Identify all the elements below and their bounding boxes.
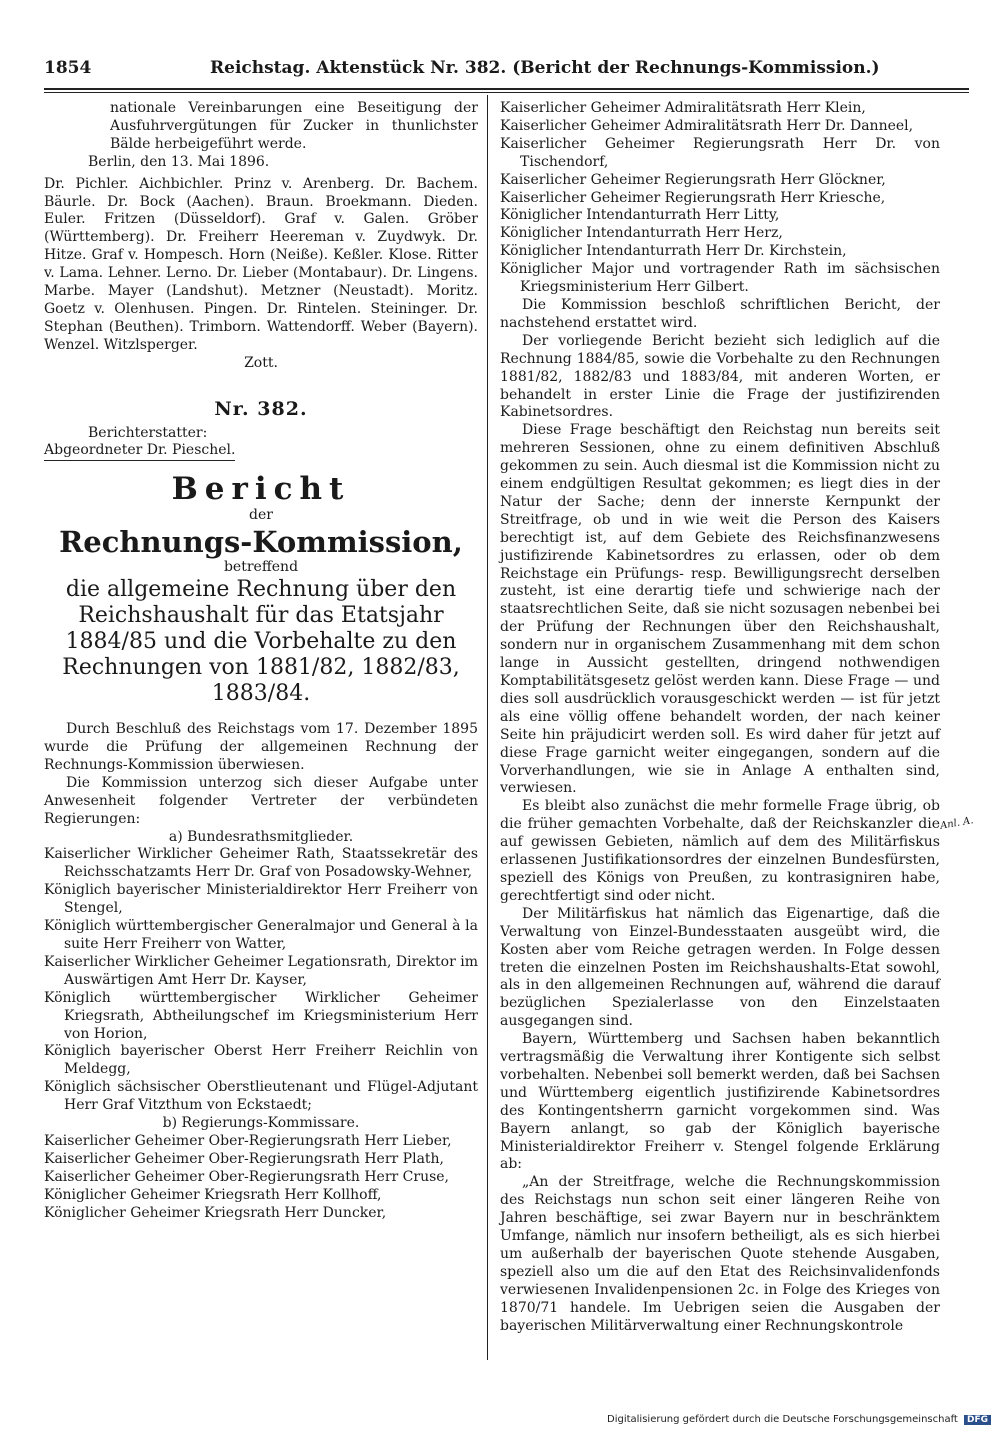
footer-credit	[607, 1414, 991, 1425]
section-heading-a: a) Bundesrathsmitglieder.	[168, 828, 354, 845]
member-entry: Kaiserlicher Wirklicher Geheimer Rath, Staatssekretär des Reichsschatzamts Herr Dr. Graf von Posadowsky-Wehner,	[44, 846, 478, 881]
member-entry: Königlicher Intendanturrath Herr Litty,	[500, 207, 780, 224]
title-kommission: Rechnungs-Kommission,	[59, 525, 463, 560]
paragraph: „An der Streitfrage, welche die Rechnungskommission des Reichstags nun schon seit einer längeren Reihe von Jahren beschäftige, sei zwar Bayern nur in beschränktem Umfange, nämlich nur insofern betheiligt, als es sich hierbei um außerhalb der bayerischen Quote stehende Ausgaben, speziell also um die auf den Etat des Reichsinvalidenfonds verwiesenen Invalidenpensionen 2c. in Folge des Krieges von 1870/71 handele. Im Uebrigen seien die Ausgaben der bayerischen Militärverwaltung einer Rechnungskontrole	[500, 1174, 940, 1334]
date-line: Berlin, den 13. Mai 1896.	[88, 153, 270, 170]
column-divider	[487, 95, 488, 1360]
right-column	[500, 100, 940, 1336]
document-number: Nr. 382.	[214, 397, 308, 420]
member-entry: Königlich bayerischer Ministerialdirektor Herr Freiherr von Stengel,	[44, 882, 478, 917]
header-rule	[44, 88, 969, 90]
member-entry: Kaiserlicher Geheimer Admiralitätsrath Herr Dr. Danneel,	[500, 117, 914, 134]
berichterstatter-label: Berichterstatter:	[88, 424, 208, 441]
last-signatory: Zott.	[244, 354, 278, 371]
member-entry: Königlicher Major und vortragender Rath im sächsischen Kriegsministerium Herr Gilbert.	[500, 261, 940, 296]
page-number: 1854	[44, 58, 92, 78]
member-entry: Kaiserlicher Geheimer Regierungsrath Herr Dr. von Tischendorf,	[500, 135, 940, 170]
member-entry: Kaiserlicher Geheimer Ober-Regierungsrath Herr Plath,	[44, 1150, 445, 1167]
member-entry: Kaiserlicher Geheimer Regierungsrath Herr Kriesche,	[500, 189, 886, 206]
member-entry: Königlich württembergischer Generalmajor und General à la suite Herr Freiherr von Watter,	[44, 918, 478, 952]
berichterstatter-name: Abgeordneter Dr. Pieschel.	[44, 442, 235, 461]
paragraph: Bayern, Württemberg und Sachsen haben bekanntlich vertragsmäßig die Verwaltung ihrer Kontigente sich selbst vorbehalten. Nebenbei soll bemerkt werden, daß bei Sachsen und Württemberg eigentlich justifizirende Kabinetsordres des Kontingentsherrn garnicht vorgekommen sind. Was Bayern anlangt, so gab der Königlich bayerische Ministerialdirektor Freiherr v. Stengel folgende Erklärung ab:	[500, 1031, 940, 1173]
member-entry: Königlich bayerischer Oberst Herr Freiherr Reichlin von Meldegg,	[44, 1043, 478, 1078]
member-entry: Kaiserlicher Wirklicher Geheimer Legationsrath, Direktor im Auswärtigen Amt Herr Dr. Kayser,	[44, 953, 478, 988]
footer-text: Digitalisierung gefördert durch die Deutsche Forschungsgemeinschaft	[607, 1414, 958, 1425]
paragraph: Es bleibt also zunächst die mehr formelle Frage übrig, ob die früher gemachten Vorbehalte, daß der Reichskanzler die auf gewissen Gebieten, nämlich auf dem des Militärfiskus erlassenen Justifikationsordres der einzelnen Bundesfürsten, speziell des Königs von Preußen, zu kontrasigniren habe, gerechtfertigt sind oder nicht.	[500, 798, 940, 904]
member-entry: Königlicher Geheimer Kriegsrath Herr Kollhoff,	[44, 1186, 382, 1203]
signatories: Dr. Pichler. Aichbichler. Prinz v. Arenberg. Dr. Bachem. Bäurle. Dr. Bock (Aachen). Braun. Broekmann. Dieden. Euler. Fritzen (Düsseldorf). Graf v. Galen. Gröber (Württemberg). Dr. Freiherr Heereman v. Zuydwyk. Dr. Hitze. Graf v. Hompesch. Horn (Neiße). Keßler. Klose. Ritter v. Lama. Lehner. Lerno. Dr. Lieber (Montabaur). Dr. Lingens. Marbe. Mayer (Landshut). Metzner (Neustadt). Moritz. Goetz v. Olenhusen. Pingen. Dr. Rintelen. Steininger. Dr. Stephan (Beuthen). Trimborn. Wattendorff. Weber (Bayern). Wenzel. Witzlsperger.	[44, 175, 478, 353]
title-betreffend: betreffend	[223, 559, 299, 576]
title-subject: die allgemeine Rechnung über den Reichshaushalt für das Etatsjahr 1884/85 und die Vorbehalte zu den Rechnungen von 1881/82, 1882/83, 1883/84.	[62, 577, 460, 707]
paragraph: Durch Beschluß des Reichstags vom 17. Dezember 1895 wurde die Prüfung der allgemeinen Rechnung der Rechnungs-Kommission überwiesen.	[44, 721, 478, 773]
left-column	[44, 100, 478, 1223]
running-header	[44, 58, 964, 86]
member-entry: Kaiserlicher Geheimer Ober-Regierungsrath Herr Cruse,	[44, 1168, 450, 1185]
member-entry: Königlich sächsischer Oberstlieutenant und Flügel-Adjutant Herr Graf Vitzthum von Eckstaedt;	[44, 1079, 478, 1114]
margin-note: Anl. A.	[939, 815, 975, 832]
paragraph: Diese Frage beschäftigt den Reichstag nun bereits seit mehreren Sessionen, ohne zu einem definitiven Abschluß gekommen zu sein. Auch diesmal ist die Kommission nicht zu einem endgültigen Resultat gekommen; es liegt dies in der Natur der Sache; denn der innerste Kernpunkt der Streitfrage, ob und in wie weit die Person des Kaisers berechtigt ist, auf dem Gebiete des Reichsfinanzwesens justifizirende Kabinetsordres zu erlassen, oder ob dem Reichstage ein Prüfungs- resp. Bewilligungsrecht derselben zusteht, ist eine derartig tiefe und schwierige nach der staatsrechtlichen Seite, daß sie nicht sozusagen nebenbei bei der Prüfung der Rechnungen über den Reichshaushalt, sondern nur in organischem Zusammenhang mit dem schon lange in Aussicht gestellten, dringend nothwendigen Komptabilitätsgesetz gelöst werden kann. Diese Frage — und dies soll ausdrücklich vorausgeschickt werden — ist für jetzt als eine völlig offene behandelt worden, der nach keiner Seite hin präjudicirt werden soll. Es wird daher für jetzt auf diese Frage garnicht weiter eingegangen, sondern auf die Vorverhandlungen, wie sie in Anlage A enthalten sind, verwiesen.	[500, 422, 940, 797]
running-title: Reichstag. Aktenstück Nr. 382. (Bericht der Rechnungs-Kommission.)	[210, 58, 880, 78]
paragraph: Der vorliegende Bericht bezieht sich lediglich auf die Rechnung 1884/85, sowie die Vorbehalte zu den Rechnungen 1881/82, 1882/83 und 1883/84, mit anderen Worten, er behandelt in erster Linie die Frage der justifizirenden Kabinetsordres.	[500, 332, 940, 421]
title-der: der	[249, 507, 273, 524]
paragraph: Der Militärfiskus hat nämlich das Eigenartige, daß die Verwaltung von Einzel-Bundesstaaten ausgeübt wird, die Kosten aber vom Reiche getragen werden. In Folge dessen treten die einzelnen Posten im Reichshaushalts-Etat sowohl, als in den allgemeinen Rechnungen auf, während die darauf bezüglichen Spezialerlasse von den Einzelstaaten ausgegangen sind.	[500, 905, 940, 1030]
paragraph: Die Kommission unterzog sich dieser Aufgabe unter Anwesenheit folgender Vertreter der verbündeten Regierungen:	[44, 774, 478, 827]
intro-text: nationale Vereinbarungen eine Beseitigung der Ausfuhrvergütungen für Zucker in thunlichster Bälde herbeigeführt werde.	[110, 100, 478, 152]
member-entry: Kaiserlicher Geheimer Admiralitätsrath Herr Klein,	[500, 100, 866, 116]
section-heading-b: b) Regierungs-Kommissare.	[162, 1115, 360, 1132]
member-entry: Königlicher Intendanturrath Herr Dr. Kirchstein,	[500, 243, 847, 260]
paragraph: Die Kommission beschloß schriftlichen Bericht, der nachstehend erstattet wird.	[500, 296, 940, 331]
title-bericht: Bericht	[171, 471, 351, 508]
dfg-logo: DFG	[964, 1415, 991, 1425]
member-entry: Kaiserlicher Geheimer Regierungsrath Herr Glöckner,	[500, 171, 886, 188]
member-entry: Königlich württembergischer Wirklicher Geheimer Kriegsrath, Abtheilungschef im Kriegsministerium Herr von Horion,	[44, 989, 478, 1042]
member-entry: Königlicher Intendanturrath Herr Herz,	[500, 225, 783, 242]
member-entry: Kaiserlicher Geheimer Ober-Regierungsrath Herr Lieber,	[44, 1132, 452, 1149]
header-rule-thin	[44, 92, 969, 93]
member-entry: Königlicher Geheimer Kriegsrath Herr Duncker,	[44, 1204, 387, 1221]
